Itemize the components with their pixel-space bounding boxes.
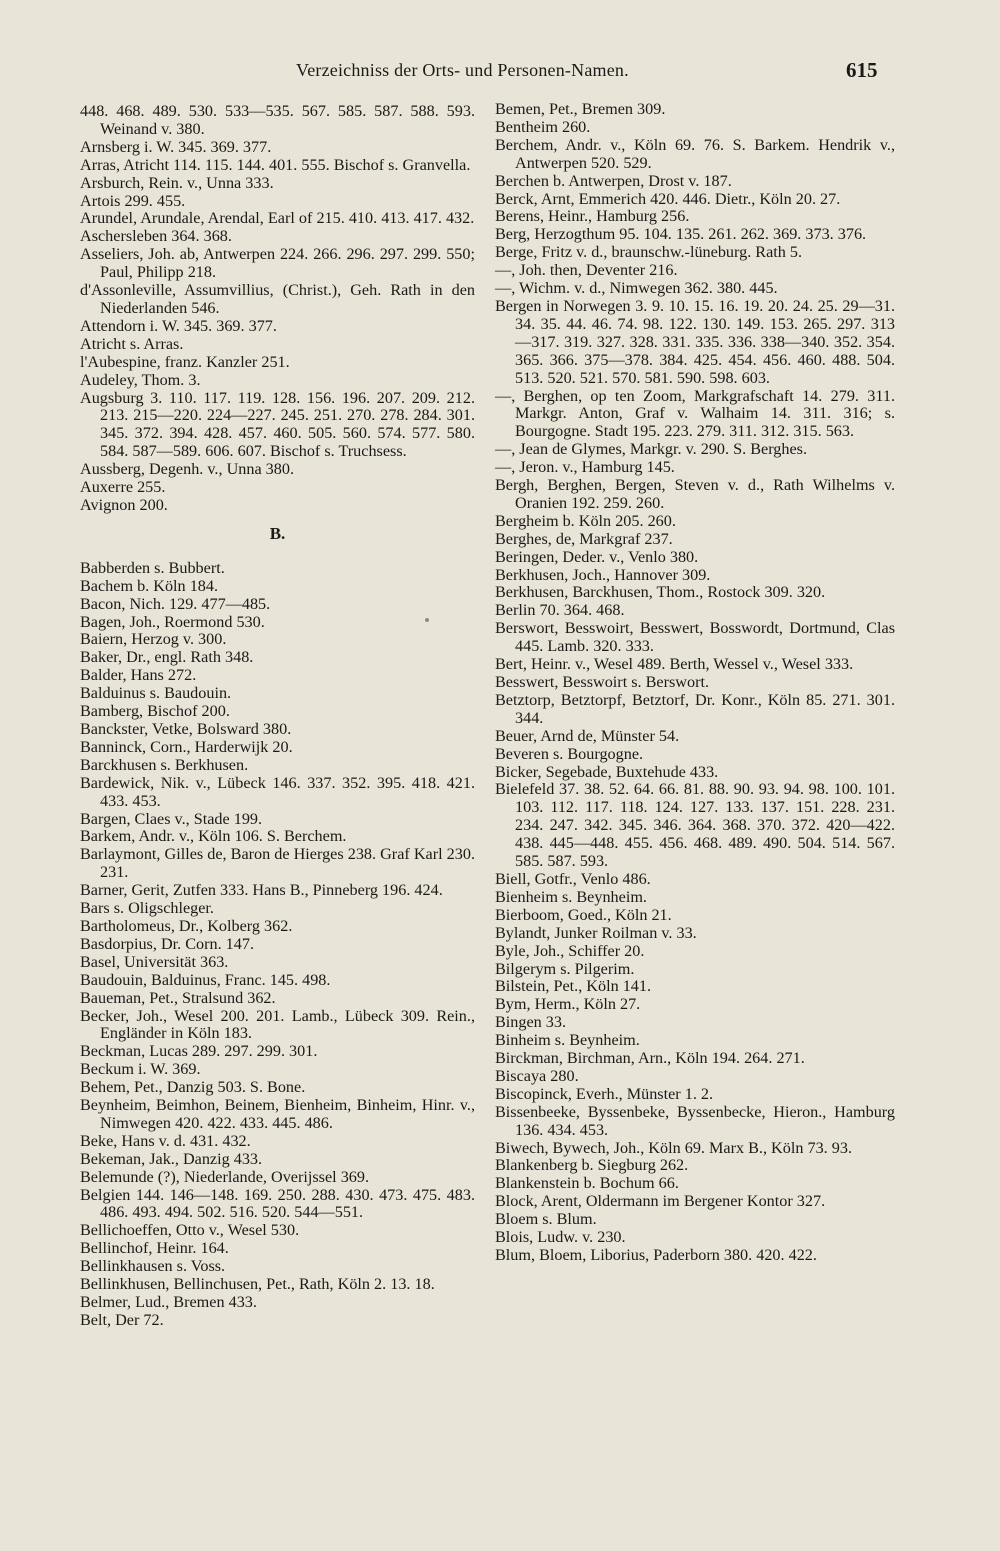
index-entry: Arundel, Arundale, Arendal, Earl of 215. 410. 413. 417. 432. <box>80 209 475 228</box>
index-entry: Belgien 144. 146—148. 169. 250. 288. 430. 473. 475. 483. 486. 493. 494. 502. 516. 520. 544—551. <box>80 1185 475 1222</box>
index-entry: Birckman, Birchman, Arn., Köln 194. 264. 271. <box>495 1049 805 1068</box>
index-entry: Avignon 200. <box>80 495 168 514</box>
index-entry: Berchen b. Antwerpen, Drost v. 187. <box>495 171 732 190</box>
section-letter-b: B. <box>269 523 286 543</box>
index-entry: Beuer, Arnd de, Münster 54. <box>495 726 680 745</box>
entries-a-list <box>80 103 475 515</box>
index-entry: Bilstein, Pet., Köln 141. <box>495 977 652 996</box>
index-entry: Beynheim, Beimhon, Beinem, Bienheim, Binheim, Hinr. v., Nimwegen 420. 422. 433. 445. 486. <box>80 1096 475 1132</box>
index-entry: Bilgerym s. Pilgerim. <box>495 959 635 978</box>
index-entry: Basel, Universität 363. <box>80 952 229 971</box>
index-entry: Attendorn i. W. 345. 369. 377. <box>80 316 277 335</box>
index-entry: Belt, Der 72. <box>80 1310 164 1329</box>
index-entry: Beke, Hans v. d. 431. 432. <box>80 1131 251 1150</box>
index-entry: Berck, Arnt, Emmerich 420. 446. Dietr., Köln 20. 27. <box>495 189 841 208</box>
index-entry: Bagen, Joh., Roermond 530. <box>80 612 265 631</box>
index-entry: Belmer, Lud., Bremen 433. <box>80 1293 257 1311</box>
index-entry: Banckster, Vetke, Bolsward 380. <box>80 720 292 738</box>
right-column <box>495 101 895 1265</box>
index-entry: Beckum i. W. 369. <box>80 1060 201 1079</box>
index-entry: Bekeman, Jak., Danzig 433. <box>80 1149 263 1168</box>
index-entry: Auxerre 255. <box>80 478 166 497</box>
index-entry: Beveren s. Bourgogne. <box>495 744 644 763</box>
index-entry: Bym, Herm., Köln 27. <box>495 995 641 1014</box>
index-entry: Bicker, Segebade, Buxtehude 433. <box>495 762 719 781</box>
index-entry: Berkhusen, Barckhusen, Thom., Rostock 309. 320. <box>495 583 826 602</box>
index-entry: Bergheim b. Köln 205. 260. <box>495 511 676 530</box>
index-entry: Barkem, Andr. v., Köln 106. S. Berchem. <box>80 827 347 846</box>
index-entry: Barckhusen s. Berkhusen. <box>80 755 249 774</box>
index-entry: Biwech, Bywech, Joh., Köln 69. Marx B., Köln 73. 93. <box>495 1138 852 1157</box>
index-entry: 448. 468. 489. 530. 533—535. 567. 585. 587. 588. 593. Weinand v. 380. <box>80 102 475 138</box>
index-entry: Baueman, Pet., Stralsund 362. <box>80 988 276 1007</box>
index-entry: Asseliers, Joh. ab, Antwerpen 224. 266. 296. 297. 299. 550; Paul, Philipp 218. <box>80 245 475 282</box>
index-entry: Atricht s. Arras. <box>80 334 184 353</box>
index-entry: Biell, Gotfr., Venlo 486. <box>495 869 651 888</box>
right-entries-list <box>495 101 895 1265</box>
index-entry: Block, Arent, Oldermann im Bergener Kontor 327. <box>495 1192 826 1211</box>
index-entry: Berge, Fritz v. d., braunschw.-lüneburg. Rath 5. <box>495 243 803 262</box>
index-entry: Aussberg, Degenh. v., Unna 380. <box>80 460 295 479</box>
index-entry: Blum, Bloem, Liborius, Paderborn 380. 420. 422. <box>495 1246 817 1264</box>
index-entry: Bargen, Claes v., Stade 199. <box>80 809 263 828</box>
running-title: Verzeichniss der Orts- und Personen-Namen. <box>296 60 629 80</box>
index-entry: Beckman, Lucas 289. 297. 299. 301. <box>80 1042 318 1061</box>
index-entry: Baiern, Herzog v. 300. <box>80 630 227 649</box>
index-entry: Bardewick, Nik. v., Lübeck 146. 337. 352. 395. 418. 421. 433. 453. <box>80 773 475 810</box>
index-entry: Berkhusen, Joch., Hannover 309. <box>495 565 711 584</box>
index-entry: Belemunde (?), Niederlande, Overijssel 369. <box>80 1167 370 1186</box>
index-entry: Bloem s. Blum. <box>495 1210 597 1229</box>
index-entry: Baudouin, Balduinus, Franc. 145. 498. <box>80 970 331 989</box>
index-entry: Berlin 70. 364. 468. <box>495 601 625 620</box>
index-entry: Berchem, Andr. v., Köln 69. 76. S. Barkem. Hendrik v., Antwerpen 520. 529. <box>495 135 895 172</box>
index-entry: —, Joh. then, Deventer 216. <box>495 261 678 280</box>
index-entry: Biscaya 280. <box>495 1066 579 1085</box>
print-speck <box>425 618 429 622</box>
index-entry: Behem, Pet., Danzig 503. S. Bone. <box>80 1078 306 1097</box>
index-entry: Bingen 33. <box>495 1013 567 1032</box>
index-entry: Baker, Dr., engl. Rath 348. <box>80 648 254 667</box>
index-entry: Blankenberg b. Siegburg 262. <box>495 1156 689 1175</box>
index-entry: Betztorp, Betztorpf, Betztorf, Dr. Konr., Köln 85. 271. 301. 344. <box>495 690 895 727</box>
index-entry: —, Wichm. v. d., Nimwegen 362. 380. 445. <box>495 279 778 298</box>
index-entry: Bielefeld 37. 38. 52. 64. 66. 81. 88. 90. 93. 94. 98. 100. 101. 103. 112. 117. 118. 124. 127. 133. 137. 151. 228. 231. 234. 247. 342. 345. 346. 364. 368. 370. 372. 420—422. 438. 445—448. 455. 456. 468. 489. 490. 504. 514. 567. 585. 587. 593. <box>495 780 895 871</box>
index-entry: Bienheim s. Beynheim. <box>495 887 647 906</box>
index-entry: Berswort, Besswoirt, Besswert, Bosswordt, Dortmund, Clas 445. Lamb. 320. 333. <box>495 619 895 656</box>
index-entry: Bert, Heinr. v., Wesel 489. Berth, Wessel v., Wesel 333. <box>495 655 854 674</box>
index-entry: Aschersleben 364. 368. <box>80 227 232 246</box>
index-entry: Bartholomeus, Dr., Kolberg 362. <box>80 916 293 935</box>
index-entry: Bars s. Oligschleger. <box>80 899 214 918</box>
index-entry: —, Jean de Glymes, Markgr. v. 290. S. Berghes. <box>495 440 808 459</box>
index-entry: Barlaymont, Gilles de, Baron de Hierges 238. Graf Karl 230. 231. <box>80 845 475 882</box>
index-entry: Arnsberg i. W. 345. 369. 377. <box>80 137 272 156</box>
index-entry: d'Assonleville, Assumvillius, (Christ.), Geh. Rath in den Niederlanden 546. <box>80 281 475 317</box>
index-entry: Bissenbeeke, Byssenbeke, Byssenbecke, Hieron., Hamburg 136. 434. 453. <box>495 1102 895 1139</box>
index-entry: —, Berghen, op ten Zoom, Markgrafschaft 14. 279. 311. Markgr. Anton, Graf v. Walhaim 14. 311. 316; s. Bourgogne. Stadt 195. 223. 279. 311. 312. 315. 563. <box>495 386 895 441</box>
index-entry: Banninck, Corn., Harderwijk 20. <box>80 737 293 756</box>
index-entry: Arsburch, Rein. v., Unna 333. <box>80 173 274 192</box>
index-entry: Bentheim 260. <box>495 117 591 136</box>
index-entry: Artois 299. 455. <box>80 191 186 210</box>
index-entry: Bierboom, Goed., Köln 21. <box>495 905 672 924</box>
index-entry: l'Aubespine, franz. Kanzler 251. <box>80 352 290 371</box>
index-entry: Bemen, Pet., Bremen 309. <box>495 100 666 118</box>
index-entry: Bamberg, Bischof 200. <box>80 702 230 721</box>
index-entry: Blankenstein b. Bochum 66. <box>495 1174 679 1193</box>
index-entry: —, Jeron. v., Hamburg 145. <box>495 458 675 477</box>
index-entry: Bylandt, Junker Roilman v. 33. <box>495 923 697 942</box>
index-entry: Bellichoeffen, Otto v., Wesel 530. <box>80 1221 300 1240</box>
index-entry: Bergen in Norwegen 3. 9. 10. 15. 16. 19. 20. 24. 25. 29—31. 34. 35. 44. 46. 74. 98. 122. 130. 149. 153. 265. 297. 313—317. 319. 327. 328. 331. 335. 336. 338—340. 352. 354. 365. 366. 375—378. 384. 425. 454. 456. 460. 488. 504. 513. 520. 521. 570. 581. 590. 598. 603. <box>495 296 895 387</box>
page-number: 615 <box>846 58 878 82</box>
index-entry: Binheim s. Beynheim. <box>495 1031 640 1050</box>
index-entry: Audeley, Thom. 3. <box>80 370 201 389</box>
left-column <box>80 103 475 1330</box>
index-entry: Blois, Ludw. v. 230. <box>495 1228 626 1247</box>
index-entry: Barner, Gerit, Zutfen 333. Hans B., Pinneberg 196. 424. <box>80 881 443 900</box>
index-entry: Bacon, Nich. 129. 477—485. <box>80 594 271 613</box>
index-entry: Bergh, Berghen, Bergen, Steven v. d., Rath Wilhelms v. Oranien 192. 259. 260. <box>495 476 895 512</box>
index-entry: Balder, Hans 272. <box>80 666 197 685</box>
running-head <box>0 60 1000 88</box>
index-entry: Bellinchof, Heinr. 164. <box>80 1239 229 1258</box>
index-entry: Becker, Joh., Wesel 200. 201. Lamb., Lübeck 309. Rein., Engländer in Köln 183. <box>80 1006 475 1043</box>
index-entry: Berg, Herzogthum 95. 104. 135. 261. 262. 369. 373. 376. <box>495 225 867 244</box>
index-entry: Besswert, Besswoirt s. Berswort. <box>495 673 710 691</box>
index-entry: Bellinkhausen s. Voss. <box>80 1257 226 1276</box>
index-entry: Byle, Joh., Schiffer 20. <box>495 941 645 960</box>
index-entry: Biscopinck, Everh., Münster 1. 2. <box>495 1084 714 1103</box>
index-entry: Basdorpius, Dr. Corn. 147. <box>80 934 255 953</box>
index-entry: Babberden s. Bubbert. <box>80 558 225 577</box>
index-entry: Berens, Heinr., Hamburg 256. <box>495 207 690 226</box>
index-entry: Bachem b. Köln 184. <box>80 576 219 595</box>
index-entry: Bellinkhusen, Bellinchusen, Pet., Rath, Köln 2. 13. 18. <box>80 1275 435 1294</box>
index-entry: Arras, Atricht 114. 115. 144. 401. 555. Bischof s. Granvella. <box>80 155 471 174</box>
index-entry: Beringen, Deder. v., Venlo 380. <box>495 547 699 566</box>
index-entry: Balduinus s. Baudouin. <box>80 684 232 703</box>
index-entry: Berghes, de, Markgraf 237. <box>495 529 673 548</box>
entries-b-list <box>80 560 475 1330</box>
index-entry: Augsburg 3. 110. 117. 119. 128. 156. 196. 207. 209. 212. 213. 215—220. 224—227. 245. 251. 270. 278. 284. 301. 345. 372. 394. 428. 457. 460. 505. 560. 574. 577. 580. 584. 587—589. 606. 607. Bischof s. Truchsess. <box>80 388 475 461</box>
